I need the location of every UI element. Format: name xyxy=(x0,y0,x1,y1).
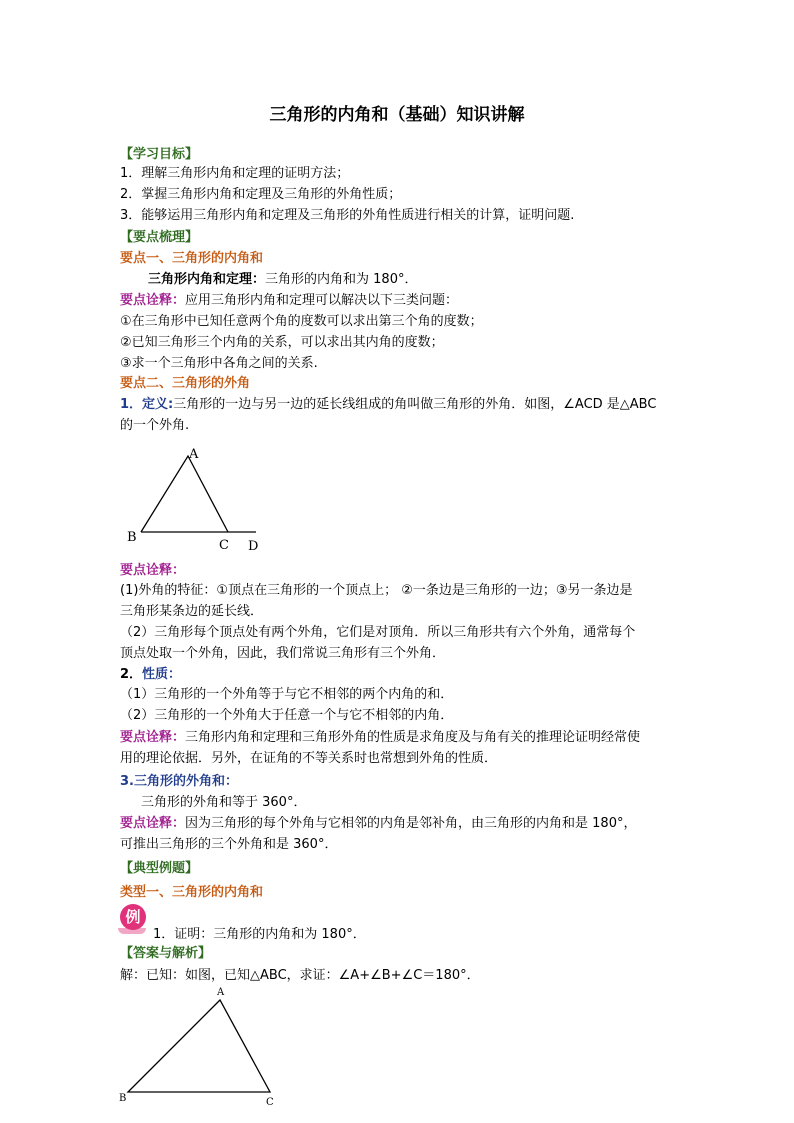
properties-heading xyxy=(120,666,181,684)
note3-label: 要点诠释： xyxy=(120,816,186,831)
definition-label: 1．定义: xyxy=(120,397,174,412)
theorem-line xyxy=(148,271,417,289)
label-c: C xyxy=(219,538,229,553)
answer-heading: 【答案与解析】 xyxy=(120,946,212,961)
properties-label: 性质： xyxy=(142,667,182,682)
triangle-proof-figure xyxy=(116,984,286,1108)
point1-item: ②已知三角形三个内角的关系，可以求出其内角的度数； xyxy=(120,335,444,350)
definition-line-2: 的一个外角. xyxy=(120,418,190,433)
point1-item: ③求一个三角形中各角之间的关系. xyxy=(120,356,318,371)
note3-line-2: 可推出三角形的三个外角和是 360°． xyxy=(120,837,338,852)
triangle-abc xyxy=(141,456,228,532)
goal-item: 3．能够运用三角形内角和定理及三角形的外角性质进行相关的计算，证明问题. xyxy=(120,208,575,223)
property-item: （2）三角形的一个外角大于任意一个与它不相邻的内角． xyxy=(120,708,454,723)
definition-line xyxy=(120,396,656,414)
goal-item: 2．掌握三角形内角和定理及三角形的外角性质； xyxy=(120,187,402,202)
examples-heading: 【典型例题】 xyxy=(120,861,199,876)
point2-note3 xyxy=(120,815,636,833)
properties-number: 2． xyxy=(120,667,143,682)
proof-label-b: B xyxy=(119,1093,127,1104)
point1-note xyxy=(120,292,458,310)
answer-text: 解：已知：如图，已知△ABC，求证：∠A+∠B+∠C＝180°． xyxy=(120,968,480,983)
point2-note-line: 顶点处取一个外角，因此，我们常说三角形有三个外角． xyxy=(120,646,446,661)
goals-heading: 【学习目标】 xyxy=(120,147,199,162)
note2-text: 三角形内角和定理和三角形外角的性质是求角度及与角有关的推理论证明经常使 xyxy=(185,730,641,745)
theorem-label: 三角形内角和定理： xyxy=(148,272,266,287)
label-d: D xyxy=(248,539,259,554)
note2-line-2: 用的理论依据．另外，在证角的不等关系时也常想到外角的性质． xyxy=(120,751,498,766)
label-b: B xyxy=(127,530,137,545)
note-text: 应用三角形内角和定理可以解决以下三类问题： xyxy=(185,293,459,308)
exterior-angle-figure xyxy=(120,440,280,558)
exterior-sum-text: 三角形的外角和等于 360°． xyxy=(141,795,307,810)
point1-heading: 要点一、三角形的内角和 xyxy=(120,251,264,266)
proof-label-a: A xyxy=(217,987,225,998)
goal-item: 1．理解三角形内角和定理的证明方法； xyxy=(120,166,350,181)
point1-item: ①在三角形中已知任意两个角的度数可以求出第三个角的度数； xyxy=(120,314,483,329)
note-label: 要点诠释： xyxy=(120,293,186,308)
point2-note-line: (1)外角的特征：①顶点在三角形的一个顶点上； ②一条边是三角形的一边；③另一条边是 xyxy=(120,583,633,598)
point2-note-line: （2）三角形每个顶点处有两个外角，它们是对顶角．所以三角形共有六个外角，通常每个 xyxy=(120,625,636,640)
property-item: （1）三角形的一个外角等于与它不相邻的两个内角的和． xyxy=(120,687,454,702)
triangle-abc-proof xyxy=(128,1000,270,1092)
point2-note-label: 要点诠释： xyxy=(120,563,186,578)
example-badge: 例 xyxy=(120,904,146,930)
note3-text: 因为三角形的每个外角与它相邻的内角是邻补角，由三角形的内角和是 180°， xyxy=(185,816,637,831)
point2-heading: 要点二、三角形的外角 xyxy=(120,376,251,391)
point2-note2 xyxy=(120,729,640,747)
proof-label-c: C xyxy=(266,1097,274,1108)
question-1: 1．证明：三角形的内角和为 180°． xyxy=(153,927,366,942)
keypoints-heading: 【要点梳理】 xyxy=(120,230,199,245)
page-title: 三角形的内角和（基础）知识讲解 xyxy=(269,105,525,125)
label-a: A xyxy=(189,447,199,462)
note2-label: 要点诠释： xyxy=(120,730,186,745)
definition-text: 三角形的一边与另一边的延长线组成的角叫做三角形的外角．如图，∠ACD 是△ABC xyxy=(173,397,657,412)
exterior-sum-heading: 3.三角形的外角和： xyxy=(120,774,238,789)
type1-heading: 类型一、三角形的内角和 xyxy=(120,885,264,900)
theorem-text: 三角形的内角和为 180°． xyxy=(265,272,418,287)
point2-note-line: 三角形某条边的延长线． xyxy=(120,604,264,619)
